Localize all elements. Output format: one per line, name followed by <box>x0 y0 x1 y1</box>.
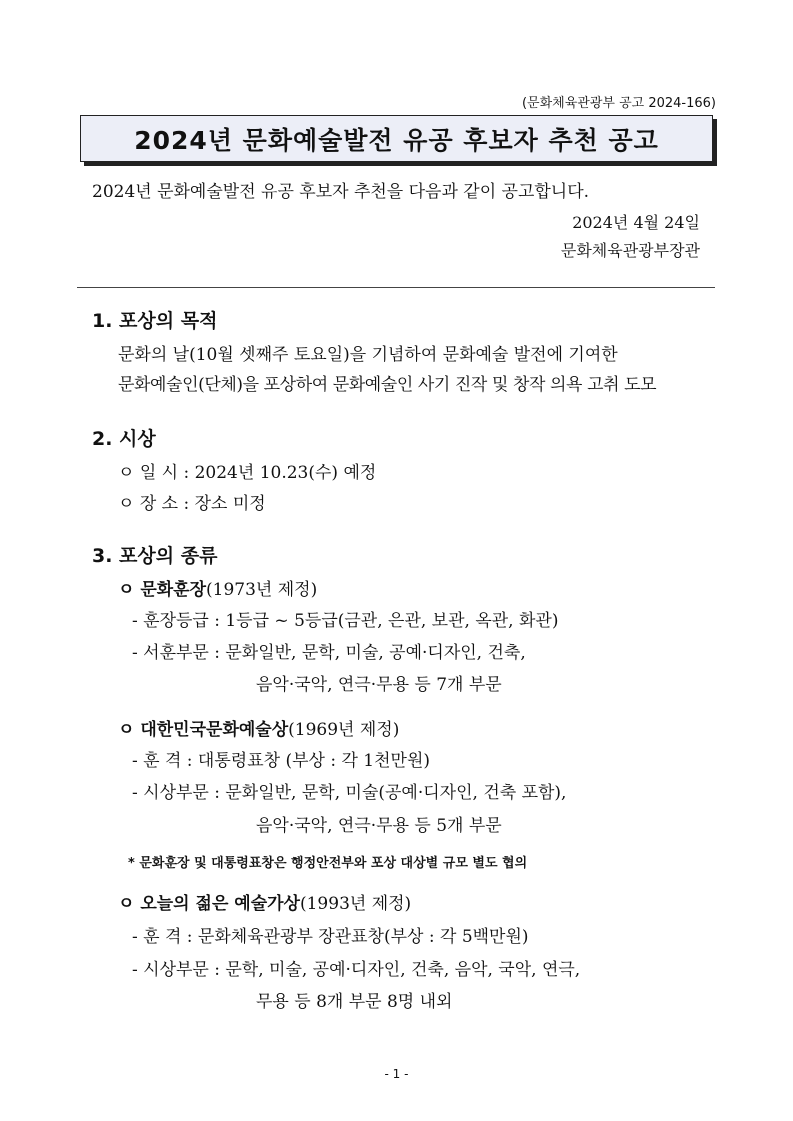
schedule-place: ㅇ 장 소 : 장소 미정 <box>118 494 266 514</box>
section2-heading: 2. 시상 <box>92 428 156 450</box>
section1-heading: 1. 포상의 목적 <box>92 310 218 332</box>
award3-categories-cont: 무용 등 8개 부문 8명 내외 <box>256 992 453 1012</box>
schedule-date: ㅇ 일 시 : 2024년 10.23(수) 예정 <box>118 463 377 483</box>
document-title: 2024년 문화예술발전 유공 후보자 추천 공고 <box>134 125 659 155</box>
award2-title <box>118 715 399 740</box>
section3-heading: 3. 포상의 종류 <box>92 545 218 567</box>
award2-categories: - 시상부문 : 문화일반, 문학, 미술(공예·디자인, 건축 포함), <box>132 783 567 803</box>
award2-established: (1969년 제정) <box>288 720 400 740</box>
section1-line2: 문화예술인(단체)을 포상하여 문화예술인 사기 진작 및 창작 의욕 고취 도모 <box>118 375 657 395</box>
award2-rank: - 훈 격 : 대통령표창 (부상 : 각 1천만원) <box>132 751 430 771</box>
award3-established: (1993년 제정) <box>299 894 412 914</box>
award2-name: ㅇ 대한민국문화예술상 <box>118 720 289 740</box>
award3-name: ㅇ 오늘의 젊은 예술가상 <box>118 894 300 914</box>
award1-established: (1973년 제정) <box>206 580 318 600</box>
notice-number: (문화체육관광부 공고 2024-166) <box>521 96 716 111</box>
award3-rank: - 훈 격 : 문화체육관광부 장관표창(부상 : 각 5백만원) <box>132 927 529 947</box>
award1-categories: - 서훈부문 : 문화일반, 문학, 미술, 공예·디자인, 건축, <box>132 643 526 663</box>
award2-categories-cont: 음악·국악, 연극·무용 등 5개 부문 <box>256 816 502 836</box>
award1-categories-cont: 음악·국악, 연극·무용 등 7개 부문 <box>256 675 502 695</box>
title-box <box>80 115 713 162</box>
award1-name: ㅇ 문화훈장 <box>118 580 207 600</box>
award1-title <box>118 575 317 600</box>
award3-title <box>118 889 411 914</box>
divider <box>77 287 715 288</box>
page-number: - 1 - <box>384 1067 409 1081</box>
intro-text: 2024년 문화예술발전 유공 후보자 추천을 다음과 같이 공고합니다. <box>92 182 590 202</box>
section1-line1: 문화의 날(10월 셋째주 토요일)을 기념하여 문화예술 발전에 기여한 <box>118 345 618 365</box>
note: * 문화훈장 및 대통령표창은 행정안전부와 포상 대상별 규모 별도 협의 <box>128 856 528 871</box>
issuer: 문화체육관광부장관 <box>560 241 700 260</box>
notice-date: 2024년 4월 24일 <box>572 213 700 232</box>
award3-categories: - 시상부문 : 문학, 미술, 공예·디자인, 건축, 음악, 국악, 연극, <box>132 960 581 980</box>
award1-grades: - 훈장등급 : 1등급 ~ 5등급(금관, 은관, 보관, 옥관, 화관) <box>132 611 559 631</box>
